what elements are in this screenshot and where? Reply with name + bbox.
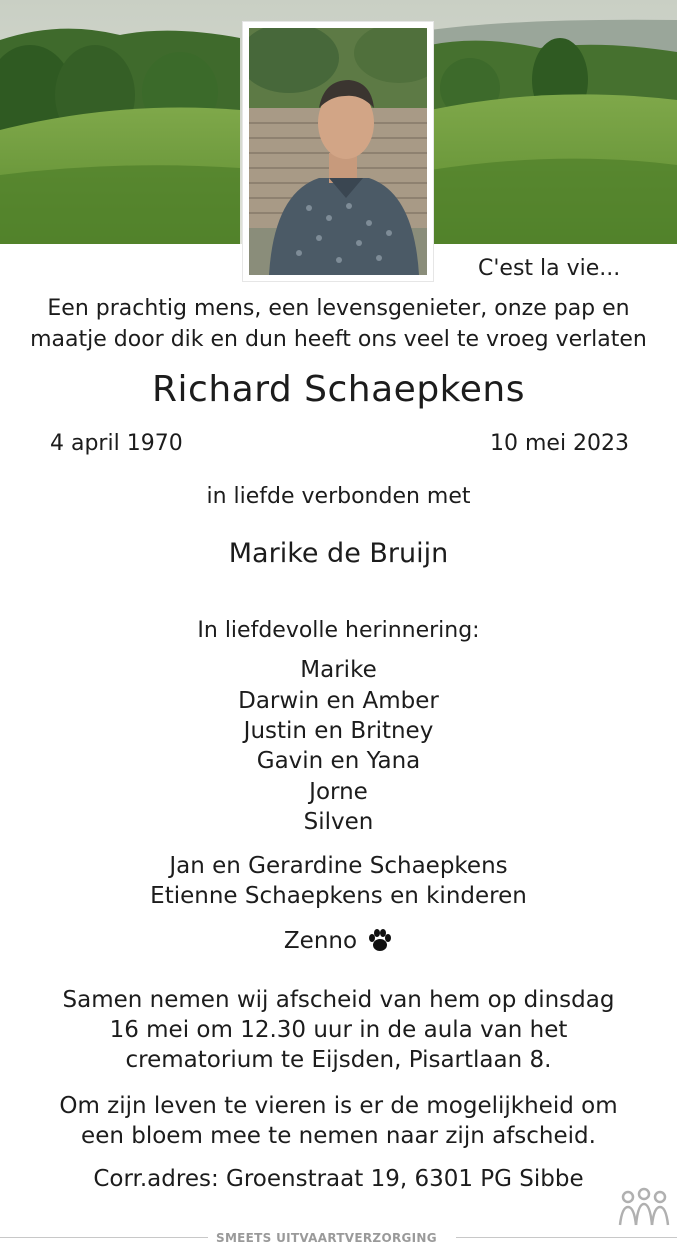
- family-member: Gavin en Yana: [256, 748, 421, 774]
- tagline: C'est la vie...: [478, 256, 621, 281]
- memory-heading: In liefdevolle herinnering:: [197, 618, 480, 643]
- flowers-line-1: Om zijn leven te vieren is er de mogelijkheid om: [59, 1093, 618, 1119]
- farewell-line-2: 16 mei om 12.30 uur in de aula van het: [109, 1017, 568, 1043]
- birth-date: 4 april 1970: [50, 431, 183, 456]
- portrait-photo-frame: [243, 22, 433, 281]
- paw-icon: [367, 928, 393, 957]
- farewell-line-1: Samen nemen wij afscheid van hem op dinsdag: [62, 987, 615, 1013]
- death-date: 10 mei 2023: [490, 431, 630, 456]
- family-member: Marike: [300, 657, 377, 683]
- portrait-photo: [249, 28, 427, 275]
- family-member: Silven: [303, 809, 374, 835]
- relative: Jan en Gerardine Schaepkens: [169, 853, 508, 879]
- family-member: Jorne: [309, 779, 368, 805]
- pet-line: [0, 928, 677, 957]
- undertaker-logo: [616, 1185, 672, 1233]
- deceased-name: Richard Schaepkens: [152, 369, 525, 410]
- family-member: Justin en Britney: [243, 718, 434, 744]
- footer-rule-left: [0, 1237, 208, 1238]
- footer-rule-right: [456, 1237, 677, 1238]
- farewell-line-3: crematorium te Eijsden, Pisartlaan 8.: [125, 1047, 552, 1073]
- pet-name: Zenno: [283, 928, 358, 954]
- intro-line-2: maatje door dik en dun heeft ons veel te vroeg verlaten: [30, 327, 647, 352]
- footer: [0, 1230, 677, 1244]
- footer-brand: SMEETS UITVAARTVERZORGING: [216, 1231, 437, 1245]
- correspondence-address: Corr.adres: Groenstraat 19, 6301 PG Sibbe: [93, 1166, 584, 1192]
- flowers-line-2: een bloem mee te nemen naar zijn afscheid.: [81, 1123, 596, 1149]
- family-member: Darwin en Amber: [238, 688, 439, 714]
- relative: Etienne Schaepkens en kinderen: [150, 883, 527, 909]
- connected-label: in liefde verbonden met: [206, 484, 471, 509]
- partner-name: Marike de Bruijn: [228, 538, 449, 569]
- intro-line-1: Een prachtig mens, een levensgenieter, onze pap en: [47, 296, 630, 321]
